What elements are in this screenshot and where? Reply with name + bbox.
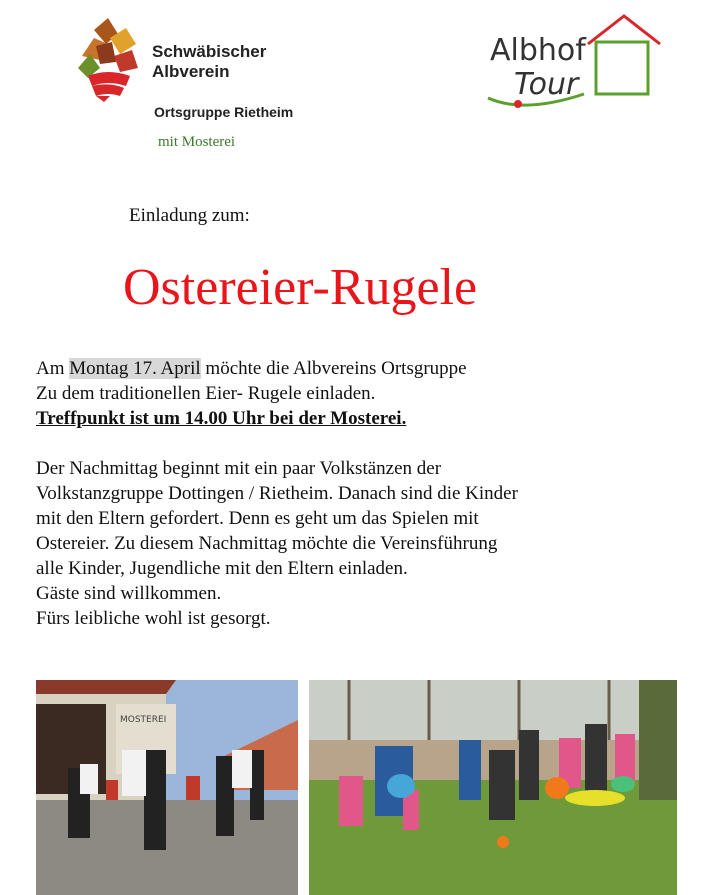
program-line: Ostereier. Zu diesem Nachmittag möchte die Vereinsführung	[36, 533, 498, 554]
organization-name	[152, 42, 266, 82]
folk-dance-photo	[36, 680, 298, 895]
event-details-paragraph	[36, 356, 467, 431]
meeting-point: Treffpunkt ist um 14.00 Uhr bei der Mosterei.	[36, 408, 407, 429]
program-line: mit den Eltern gefordert. Denn es geht um das Spielen mit	[36, 508, 479, 529]
mosterei-sign: MOSTEREI	[120, 715, 167, 725]
event-date: Montag 17. April	[69, 358, 201, 379]
event-details-line1: Am Montag 17. April möchte die Albvereins Ortsgruppe	[36, 358, 467, 379]
event-details-line2: Zu dem traditionellen Eier- Rugele einladen.	[36, 383, 376, 404]
program-line: Der Nachmittag beginnt mit ein paar Volkstänzen der	[36, 458, 442, 479]
program-line: Fürs leibliche wohl ist gesorgt.	[36, 608, 271, 629]
egg-rolling-photo	[309, 680, 677, 895]
albhof-logo-text-1: Albhof	[490, 33, 586, 68]
org-name-line1: Schwäbischer	[152, 42, 267, 61]
org-subgroup: Ortsgruppe Rietheim	[154, 104, 294, 120]
org-name-line2: Albverein	[152, 62, 230, 81]
albhof-tour-logo	[484, 10, 664, 114]
albverein-leaf-logo	[74, 16, 144, 102]
program-line: Gäste sind willkommen.	[36, 583, 222, 604]
event-title: Ostereier-Rugele	[123, 259, 478, 316]
albhof-logo-text-2: Tour	[514, 67, 579, 102]
program-paragraph	[36, 456, 518, 631]
invitation-intro: Einladung zum:	[129, 205, 250, 226]
org-extra-note: mit Mosterei	[158, 134, 236, 150]
program-line: alle Kinder, Jugendliche mit den Eltern einladen.	[36, 558, 408, 579]
program-line: Volkstanzgruppe Dottingen / Rietheim. Danach sind die Kinder	[36, 483, 518, 504]
